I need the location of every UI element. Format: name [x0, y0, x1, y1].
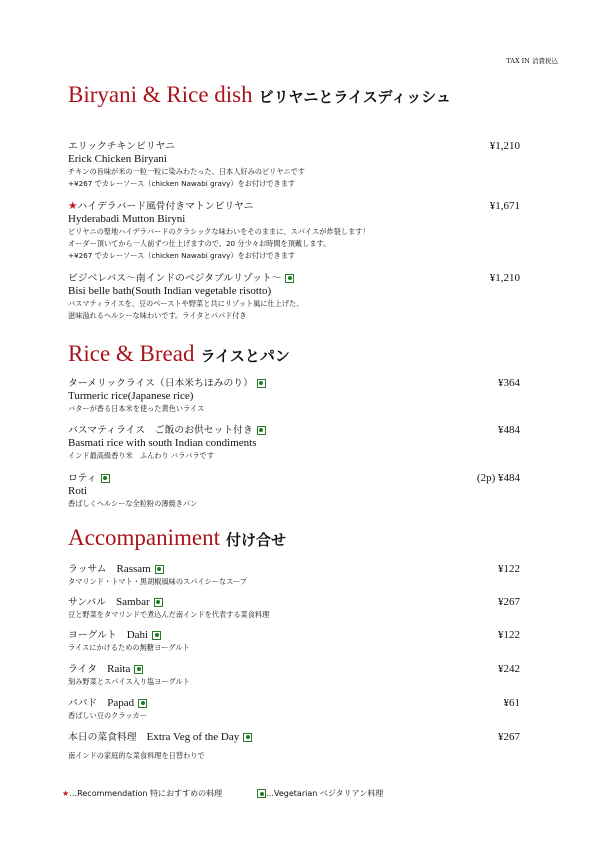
item-price: ¥364	[498, 377, 520, 389]
menu-item	[68, 472, 520, 510]
item-name-jp: 本日の菜食料理	[68, 732, 137, 743]
item-name-en: Sambar	[116, 596, 150, 608]
section-title-rice-bread	[68, 341, 290, 367]
item-name-jp: ハイデラバード風骨付きマトンビリヤニ	[77, 201, 254, 212]
item-desc: 香ばしい豆のクラッカー	[68, 711, 147, 720]
item-desc: バスマティライスを、豆のペーストや野菜と共にリゾット風に仕上げた、	[68, 299, 304, 308]
item-desc: ビリヤニの聖地ハイデラバードのクラシックな味わいをそのままに、スパイスが炸裂します！	[68, 227, 370, 236]
menu-item	[68, 140, 520, 190]
item-name-en: Erick Chicken Biryani	[68, 153, 167, 165]
item-name-en: Basmati rice with south Indian condiments	[68, 437, 257, 449]
section-title-jp: ビリヤニとライスディッシュ	[258, 88, 451, 106]
item-desc: ライスにかけるための無糖ヨーグルト	[68, 643, 190, 652]
item-desc: バターが香る日本米を使った黄色いライス	[68, 404, 205, 413]
vegetarian-icon	[257, 379, 266, 388]
item-price: ¥1,210	[489, 140, 520, 152]
menu-item	[68, 697, 520, 722]
star-icon: ★	[62, 789, 70, 798]
item-price: ¥267	[498, 596, 520, 608]
menu-item	[68, 377, 520, 415]
item-name-jp: ターメリックライス（日本米ちほみのり）	[68, 378, 253, 389]
vegetarian-icon	[257, 426, 266, 435]
item-name-jp: サンバル	[68, 597, 107, 608]
item-name-jp: バスマティライス ご飯のお供セット付き	[68, 425, 253, 436]
section-title-en: Accompaniment	[68, 525, 221, 550]
item-price: ¥122	[498, 563, 520, 575]
legend-vegetarian-text: …Vegetarian ベジタリアン料理	[266, 789, 384, 798]
section-title-biryani	[68, 82, 451, 108]
section-title-jp: ライスとパン	[200, 347, 290, 365]
menu-item	[68, 272, 520, 322]
tax-note: TAX IN 消費税込	[506, 57, 558, 65]
item-desc: +¥267 でカレーソース（chicken Nawabi gravy）をお付けできます	[68, 251, 296, 260]
vegetarian-icon	[138, 699, 147, 708]
section-title-jp: 付け合せ	[226, 531, 287, 549]
item-desc: タマリンド・トマト・黒胡椒風味のスパイシーなスープ	[68, 577, 247, 586]
item-name-jp: ロティ	[68, 473, 97, 484]
item-price: (2p) ¥484	[476, 472, 520, 484]
item-name-jp: ヨーグルト	[68, 630, 117, 641]
item-price: ¥242	[498, 663, 520, 675]
menu-item	[68, 629, 520, 654]
item-name-en: Rassam	[116, 563, 151, 575]
item-name-jp: ラッサム	[68, 564, 107, 575]
vegetarian-icon	[134, 665, 143, 674]
item-price: ¥1,671	[489, 200, 520, 212]
vegetarian-icon	[243, 733, 252, 742]
menu-item	[68, 200, 520, 262]
menu-item	[68, 731, 520, 762]
item-desc: 刻み野菜とスパイス入り塩ヨーグルト	[68, 677, 190, 686]
item-name-jp: パパド	[68, 698, 98, 709]
item-price: ¥61	[503, 697, 520, 709]
item-name-en: Dahi	[126, 629, 149, 641]
legend-recommendation-text: …Recommendation 特におすすめの料理	[69, 789, 223, 798]
item-desc: チキンの旨味が米の一粒一粒に染みわたった、日本人好みのビリヤニです	[68, 167, 305, 176]
vegetarian-icon	[154, 598, 163, 607]
vegetarian-icon	[101, 474, 110, 483]
item-price: ¥1,210	[489, 272, 520, 284]
menu-item	[68, 563, 520, 588]
item-name-en: Extra Veg of the Day	[146, 731, 240, 743]
vegetarian-icon	[257, 789, 266, 798]
item-desc: 香ばしくヘルシーな全粒粉の薄焼きパン	[68, 499, 198, 508]
legend-vegetarian	[257, 788, 383, 799]
vegetarian-icon	[285, 274, 294, 283]
section-title-accompaniment	[68, 525, 286, 551]
legend-recommendation	[62, 788, 222, 799]
item-desc: オーダー頂いてから一人前ずつ仕上げますので、20 分少々お時間を頂戴します。	[68, 239, 331, 248]
item-name-en: Hyderabadi Mutton Biryni	[68, 213, 186, 225]
item-name-jp: ビジベレバス〜南インドのベジタブルリゾット〜	[68, 273, 282, 284]
item-name-en: Roti	[68, 485, 87, 497]
item-price: ¥267	[498, 731, 520, 743]
item-price: ¥122	[498, 629, 520, 641]
item-name-en: Bisi belle bath(South Indian vegetable risotto)	[68, 285, 272, 297]
menu-item	[68, 596, 520, 621]
item-desc: +¥267 でカレーソース（chicken Nawabi gravy）をお付けできます	[68, 179, 296, 188]
menu-item	[68, 663, 520, 688]
vegetarian-icon	[152, 631, 161, 640]
legend	[62, 788, 384, 799]
item-name-en: Turmeric rice(Japanese rice)	[68, 390, 194, 402]
item-desc: 滋味溢れるヘルシーな味わいです。ライタとパパド付き	[68, 311, 247, 320]
item-name-jp: ライタ	[68, 664, 98, 675]
item-desc: 豆と野菜をタマリンドで煮込んだ南インドを代表する菜食料理	[68, 610, 270, 619]
item-price: ¥484	[498, 424, 520, 436]
section-title-en: Rice & Bread	[68, 341, 195, 366]
item-name-jp: エリックチキンビリヤニ	[68, 141, 176, 152]
item-desc: 南インドの家庭的な菜食料理を日替わりで	[68, 751, 205, 760]
vegetarian-icon	[155, 565, 164, 574]
section-title-en: Biryani & Rice dish	[68, 82, 253, 107]
star-icon: ★	[68, 200, 78, 212]
menu-item	[68, 424, 520, 462]
item-name-en: Papad	[107, 697, 135, 709]
item-name-en: Raita	[107, 663, 131, 675]
item-desc: インド最高級香り米 ふんわり バラバラです	[68, 451, 215, 460]
